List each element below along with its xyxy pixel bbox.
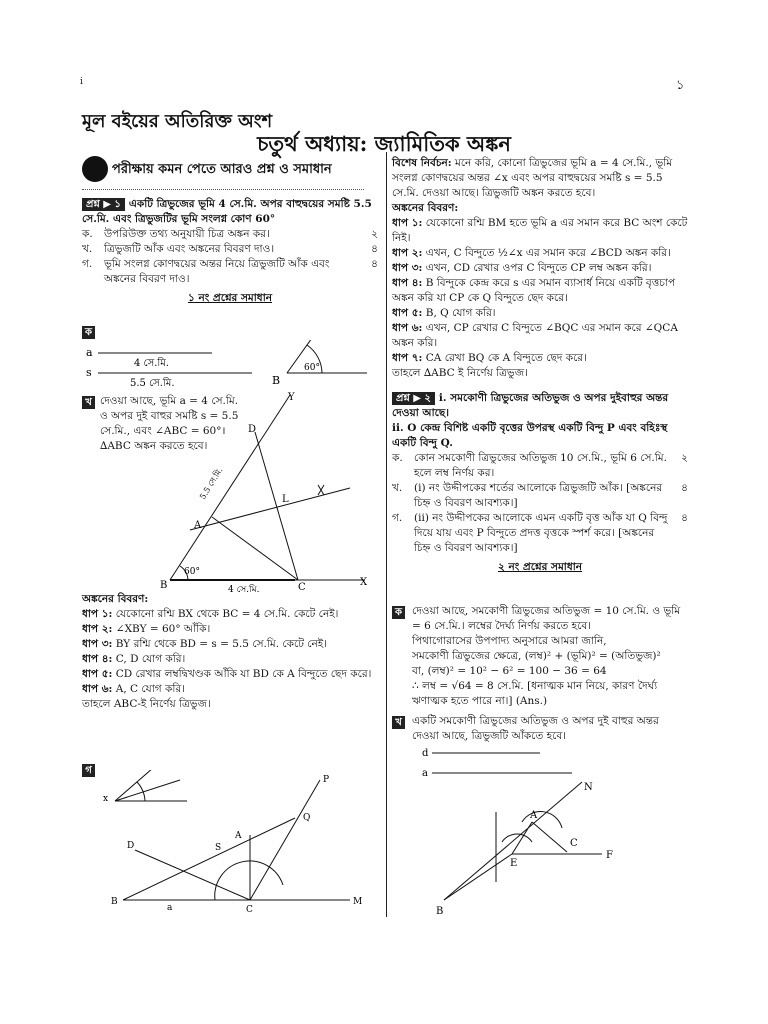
column-divider [386,152,387,917]
label-N: N [584,782,593,793]
right-top-block [392,156,688,575]
r-step-3: ধাপ ৩: এখন, CD রেখার ওপর C বিন্দুতে CP লম্ব অঙ্কন করি। [392,262,652,274]
q2-tag: প্রশ্ন ▶ ২ [392,392,435,405]
q2-ka-solution: দেওয়া আছে, সমকোণী ত্রিভুজের অতিভুজ = 10 সে.মি. ও ভূমি = 6 সে.মি.। লম্বের দৈর্ঘ্য নির্ণয় করতে হবে। পিথাগোরাসের উপপাদ্য অনুসারে আমরা জানি, সমকোণী ত্রিভুজের ক্ষেত্রে, (লম্ব)² + (ভূমি)² = (অতিভুজ)² বা, (লম্ব)² = 10² − 6² = 100 − 36 = 64 ∴ লম্ব = √64 = 8 সে.মি. [ধনাত্মক মান নিয়ে, কারণ দৈর্ঘ্য ঋণাত্মক হতে পারে না।] (Ans.) [412,605,681,707]
label-A: A [235,831,242,841]
label-a: a [86,346,93,359]
r-step-1: ধাপ ১: যেকোনো রশ্মি BM হতে ভূমি a এর সমান করে BC অংশ কেটে নিই। [392,217,688,244]
label-A: A [194,520,202,531]
label-D: D [127,841,135,851]
banner-title: পরীক্ষায় কমন পেতে আরও প্রশ্ন ও সমাধান [112,162,332,177]
figure-q2-kha [412,742,688,917]
step-5: ধাপ ৫: CD রেখার লম্বদ্বিখণ্ডক আঁকি যা BD কে A বিন্দুতে ছেদ করে। [82,668,372,680]
q2-section-kha-badge: খ [392,716,405,729]
q1-option-kha: খ. ত্রিভুজটি আঁক এবং অঙ্কনের বিবরণ দাও। ৪ [82,243,378,255]
step-6: ধাপ ৬: A, C যোগ করি। [82,683,185,695]
steps-1 [82,592,380,712]
section-ka-badge: ক [82,326,95,339]
label-side: 5.5 সে.মি. [198,466,225,502]
step-2: ধাপ ২: ∠XBY = 60° আঁকি। [82,623,211,635]
step-3: ধাপ ৩: BY রশ্মি থেকে BD = s = 5.5 সে.মি. কেটে নেই। [82,638,328,650]
label-X: X [360,577,368,588]
q2-kha-text: একটি সমকোণী ত্রিভুজের অতিভুজ ও অপর দুই বাহুর অন্তর দেওয়া আছে, ত্রিভুজটি আঁকতে হবে। [412,715,659,742]
question-2-stem-ii: ii. O কেন্দ্র বিশিষ্ট একটি বৃত্তের উপরস্থ একটি বিন্দু P এবং বহিঃস্থ একটি বিন্দু Q. [392,422,668,449]
special-enunciation: বিশেষ নির্বচন: মনে করি, কোনো ত্রিভুজের ভূমি a = 4 সে.মি., ভূমি সংলগ্ন কোণদ্বয়ের অন্তর ∠x এবং অপর বাহুদ্বয়ের সমষ্টি s = 5.5 সে.মি. দেওয়া আছে। ত্রিভুজটি অঙ্কন করতে হবে। [392,157,673,199]
q1-stem: একটি ত্রিভুজের ভূমি 4 সে.মি. অপর বাহুদ্বয়ের সমষ্টি 5.5 সে.মি. এবং ত্রিভুজটির ভূমি সংলগ্ন কোণ 60° [82,198,372,225]
label-B: B [160,580,168,591]
q1-option-ka: ক. উপরিউক্ত তথ্য অনুযায়ী চিত্র অঙ্কন কর। ২ [82,228,378,240]
figure-kha [150,390,380,595]
label-s: s [86,366,92,379]
label-Y: Y [288,392,295,403]
solution-2-title: ২ নং প্রশ্নের সমাধান [497,561,583,573]
q2-option-ga: গ. (ii) নং উদ্দীপকের আলোকে এমন একটি বৃত্ত আঁক যা Q বিন্দু দিয়ে যায় এবং P বিন্দুতে প্রদত্ত বৃত্তকে স্পর্শ করে। [অঙ্কনের চিহ্ন ও বিবরণ আবশ্যক।] ৪ [392,512,688,554]
step-4: ধাপ ৪: C, D যোগ করি। [82,653,186,665]
corner-mark: i [80,77,83,87]
label-a-length: 4 সে.মি. [134,358,169,369]
r-step-7: ধাপ ৭: CA রেখা BQ কে A বিন্দুতে ছেদ করে। [392,352,587,364]
section-ga-badge: গ [82,764,95,777]
label-C: C [298,582,306,593]
conclusion-1: তাহলে ABC-ই নির্ণেয় ত্রিভুজ। [82,698,211,710]
label-P: P [323,775,330,785]
steps-1-title: অঙ্কনের বিবরণ: [82,593,149,605]
label-s-length: 5.5 সে.মি. [130,378,175,389]
steps-2-title: অঙ্কনের বিবরণ: [392,202,459,214]
label-C: C [570,838,578,849]
q1-option-ga: গ. ভূমি সংলগ্ন কোণদ্বয়ের অন্তর নিয়ে ত্রিভুজটি আঁক এবং অঙ্কনের বিবরণ দাও। ৪ [82,258,378,285]
section-kha-badge: খ [82,396,95,409]
label-x: x [103,794,109,804]
solution-1-title: ১ নং প্রশ্নের সমাধান [187,292,272,304]
label-B: B [436,906,444,917]
conclusion-2: তাহলে ∆ABC ই নির্ণেয় ত্রিভুজ। [392,367,528,379]
r-step-2: ধাপ ২: এখন, C বিন্দুতে ½∠x এর সমান করে ∠BCD অঙ্কন করি। [392,247,671,259]
label-D: D [248,424,257,435]
label-S: S [215,843,222,853]
book-logo-icon [82,156,108,182]
question-2-stem-i: প্রশ্ন ▶ ২ i. সমকোণী ত্রিভুজের অতিভুজ ও অপর দুইবাহুর অন্তর দেওয়া আছে। [392,392,669,419]
figure-ga [95,770,380,915]
figure-ka [82,340,382,390]
label-C: C [246,905,253,915]
r-step-6: ধাপ ৬: এখন, CP রেখার C বিন্দুতে ∠BQC এর সমান করে ∠QCA অঙ্কন করি। [392,322,678,349]
label-L: L [282,494,289,505]
page-number: ১ [676,78,685,93]
banner-divider [82,189,364,190]
q2-option-kha: খ. (i) নং উদ্দীপকের শর্তের আলোকে ত্রিভুজটি আঁক। [অঙ্কনের চিহ্ন ও বিবরণ আবশ্যক।] ৪ [392,482,688,509]
q1-tag: প্রশ্ন ▶ ১ [82,198,125,211]
kha-given-text: দেওয়া আছে, ভূমি a = 4 সে.মি. ও অপর দুই বাহুর সমষ্টি s = 5.5 সে.মি., এবং ∠ABC = 60°। ∆ABC অঙ্কন করতে হবে। [100,395,239,452]
r-step-4: ধাপ ৪: B বিন্দুকে কেন্দ্র করে s এর সমান ব্যাসার্ধ নিয়ে একটি বৃত্তচাপ অঙ্কন করি যা CP কে Q বিন্দুতে ছেদ করে। [392,277,676,304]
supplement-heading: মূল বইয়ের অতিরিক্ত অংশ [82,111,273,132]
label-B: B [111,897,118,907]
label-a: a [167,903,173,913]
label-60: 60° [184,567,200,577]
r-step-5: ধাপ ৫: B, Q যোগ করি। [392,307,496,319]
label-Q: Q [303,813,311,823]
label-base: 4 সে.মি. [228,585,260,595]
label-A: A [530,810,538,821]
label-B: B [272,374,281,387]
q2-section-ka-badge: ক [392,606,405,619]
q2-option-ka: ক. কোন সমকোণী ত্রিভুজের অতিভুজ 10 সে.মি., ভূমি 6 সে.মি. হলে লম্ব নির্ণয় কর। ২ [392,452,688,479]
question-1 [82,197,378,306]
label-60: 60° [304,363,320,373]
step-1: ধাপ ১: যেকোনো রশ্মি BX থেকে BC = 4 সে.মি. কেটে নেই। [82,608,339,620]
label-F: F [606,850,613,861]
chapter-title: চতুর্থ অধ্যায়: জ্যামিতিক অঙ্কন [257,131,511,156]
label-d: d [422,748,429,759]
label-a: a [422,768,428,779]
label-M: M [353,897,363,907]
label-E: E [510,858,518,869]
